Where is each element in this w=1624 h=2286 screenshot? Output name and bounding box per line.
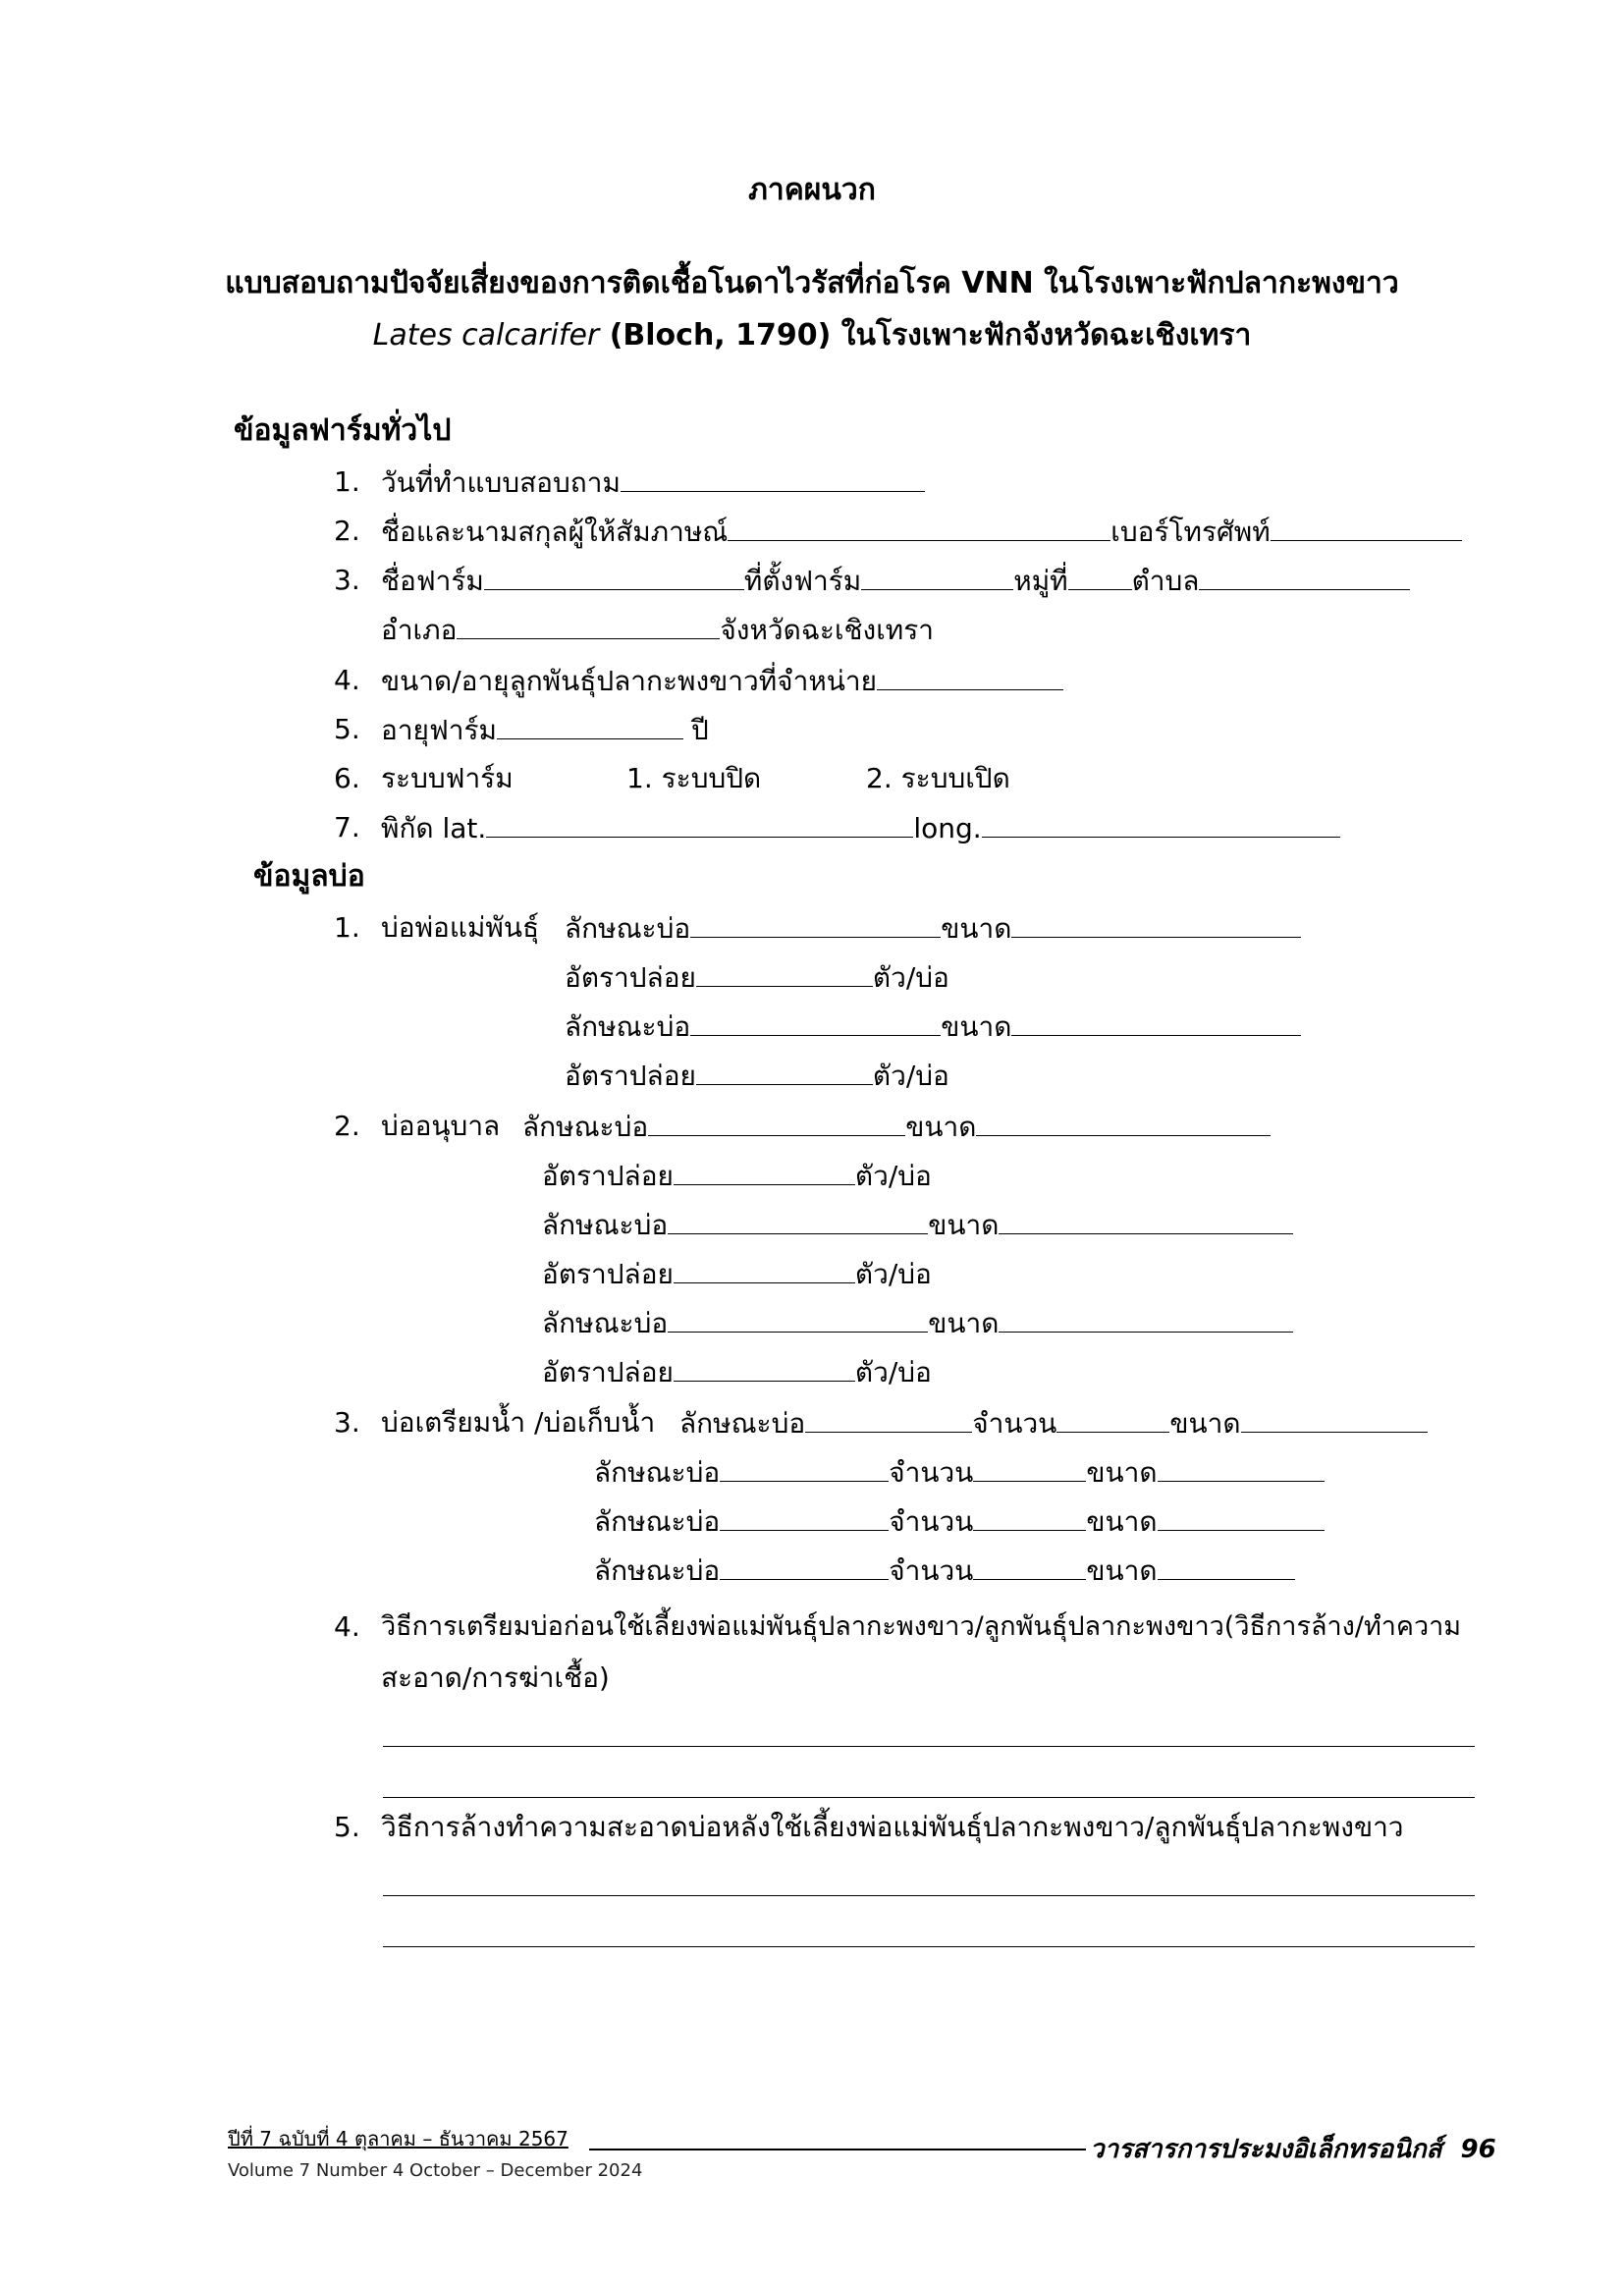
pond-char-field[interactable] bbox=[690, 911, 941, 938]
reservoir-row-2 bbox=[594, 1455, 1325, 1489]
subdistrict-label: ตำบล bbox=[1131, 565, 1200, 597]
pond-count-field[interactable] bbox=[1056, 1406, 1169, 1433]
stocking-rate-field[interactable] bbox=[674, 1257, 855, 1283]
province-text: จังหวัดฉะเชิงเทรา bbox=[720, 614, 934, 646]
farm-age-unit: ปี bbox=[691, 714, 709, 746]
stocking-rate-label: อัตราปล่อย bbox=[542, 1356, 674, 1388]
general-item-3b bbox=[381, 613, 934, 646]
nursery-row-6 bbox=[542, 1355, 932, 1388]
pond-size-field[interactable] bbox=[1158, 1455, 1325, 1482]
form-title-line2 bbox=[0, 312, 1624, 358]
stocking-rate-unit: ตัว/บ่อ bbox=[872, 961, 949, 994]
survey-date-label: วันที่ทำแบบสอบถาม bbox=[381, 466, 621, 499]
district-label: อำเภอ bbox=[381, 614, 458, 646]
pond-size-label: ขนาด bbox=[1086, 1456, 1158, 1489]
broodstock-row-1 bbox=[565, 911, 1301, 945]
stocking-rate-label: อัตราปล่อย bbox=[542, 1160, 674, 1192]
prep-method-question: วิธีการเตรียมบ่อก่อนใช้เลี้ยงพ่อแม่พันธุ์ปลากะพงขาว/ลูกพันธุ์ปลากะพงขาว(วิธีการล้าง/ทำความ bbox=[381, 1611, 1462, 1642]
pond-count-field[interactable] bbox=[973, 1553, 1086, 1580]
longitude-label: long. bbox=[913, 812, 982, 844]
general-item-3 bbox=[381, 564, 1410, 597]
prep-method-answer-line-2[interactable] bbox=[383, 1797, 1475, 1798]
pond-size-field[interactable] bbox=[1011, 911, 1301, 938]
pond-char-label: ลักษณะบ่อ bbox=[542, 1209, 669, 1241]
reservoir-row-1 bbox=[679, 1406, 1428, 1440]
general-item-7 bbox=[381, 811, 1340, 844]
form-title-line1: แบบสอบถามปัจจัยเสี่ยงของการติดเชื้อโนดาไวรัสที่ก่อโรค VNN ในโรงเพาะฟักปลากะพงขาว bbox=[225, 266, 1399, 300]
pond-count-label: จำนวน bbox=[972, 1407, 1057, 1440]
pond-count-label: จำนวน bbox=[889, 1505, 974, 1538]
interviewee-field[interactable] bbox=[728, 515, 1110, 541]
pond-item-1-num: 1. bbox=[334, 911, 360, 944]
footer-rule bbox=[589, 2149, 1086, 2150]
pond-size-label: ขนาด bbox=[905, 1111, 977, 1143]
prep-method-question-cont: สะอาด/การฆ่าเชื้อ) bbox=[381, 1661, 610, 1694]
farm-name-field[interactable] bbox=[484, 564, 744, 590]
species-name: Lates calcarifer bbox=[372, 318, 600, 353]
district-field[interactable] bbox=[457, 613, 720, 639]
pond-item-5-num: 5. bbox=[334, 1811, 360, 1843]
reservoir-row-4 bbox=[594, 1553, 1295, 1587]
pond-item-4-num: 4. bbox=[334, 1610, 360, 1643]
general-item-5-num: 5. bbox=[334, 713, 360, 745]
village-label: หมู่ที่ bbox=[1013, 565, 1068, 597]
stocking-rate-label: อัตราปล่อย bbox=[542, 1258, 674, 1290]
pond-size-field[interactable] bbox=[999, 1306, 1293, 1333]
nursery-row-2 bbox=[542, 1159, 932, 1192]
pond-item-2-num: 2. bbox=[334, 1110, 360, 1142]
pond-size-label: ขนาด bbox=[1086, 1505, 1158, 1538]
broodstock-row-4 bbox=[565, 1059, 949, 1092]
general-item-7-num: 7. bbox=[334, 811, 360, 844]
pond-size-label: ขนาด bbox=[941, 912, 1012, 945]
general-item-2 bbox=[381, 515, 1462, 548]
stocking-rate-label: อัตราปล่อย bbox=[565, 961, 696, 994]
form-title-line2-rest: (Bloch, 1790) ในโรงเพาะฟักจังหวัดฉะเชิงเทรา bbox=[599, 318, 1252, 353]
pond-char-field[interactable] bbox=[805, 1406, 972, 1433]
pond-char-label: ลักษณะบ่อ bbox=[594, 1554, 721, 1587]
phone-label: เบอร์โทรศัพท์ bbox=[1110, 516, 1271, 548]
nursery-row-4 bbox=[542, 1257, 932, 1290]
general-item-5 bbox=[381, 713, 709, 746]
page-number: 96 bbox=[1460, 2135, 1496, 2164]
pond-char-field[interactable] bbox=[668, 1208, 928, 1234]
appendix-title: ภาคผนวก bbox=[748, 173, 876, 207]
footer-issue-english: Volume 7 Number 4 October – December 2024 bbox=[228, 2160, 643, 2181]
general-item-6-num: 6. bbox=[334, 762, 360, 794]
pond-size-label: ขนาด bbox=[928, 1209, 1000, 1241]
stocking-rate-unit: ตัว/บ่อ bbox=[854, 1356, 932, 1388]
pond-count-label: จำนวน bbox=[889, 1456, 974, 1489]
pond-count-label: จำนวน bbox=[889, 1554, 974, 1587]
farm-system-label: ระบบฟาร์ม bbox=[381, 762, 514, 794]
pond-size-label: ขนาด bbox=[928, 1307, 1000, 1339]
general-item-1-num: 1. bbox=[334, 465, 360, 498]
reservoir-row-3 bbox=[594, 1504, 1325, 1538]
farm-location-field[interactable] bbox=[861, 564, 1013, 590]
pond-char-field[interactable] bbox=[720, 1553, 889, 1580]
subdistrict-field[interactable] bbox=[1199, 564, 1410, 590]
pond-size-field[interactable] bbox=[1158, 1553, 1295, 1580]
stocking-rate-unit: ตัว/บ่อ bbox=[854, 1160, 932, 1192]
pond-char-label: ลักษณะบ่อ bbox=[522, 1111, 649, 1143]
nursery-row-1 bbox=[522, 1110, 1271, 1143]
cleaning-method-question: วิธีการล้างทำความสะอาดบ่อหลังใช้เลี้ยงพ่อแม่พันธุ์ปลากะพงขาว/ลูกพันธุ์ปลากะพงขาว bbox=[381, 1811, 1404, 1843]
closed-system-option[interactable]: 1. ระบบปิด bbox=[626, 762, 762, 794]
pond-char-label: ลักษณะบ่อ bbox=[542, 1307, 669, 1339]
pond-size-field[interactable] bbox=[1158, 1504, 1325, 1531]
stocking-rate-field[interactable] bbox=[674, 1355, 855, 1382]
pond-item-3-num: 3. bbox=[334, 1406, 360, 1439]
pond-size-field[interactable] bbox=[1241, 1406, 1428, 1433]
nursery-label: บ่ออนุบาล bbox=[381, 1110, 501, 1142]
footer-issue-thai: ปีที่ 7 ฉบับที่ 4 ตุลาคม – ธันวาคม 2567 bbox=[228, 2127, 568, 2150]
broodstock-label: บ่อพ่อแม่พันธุ์ bbox=[381, 911, 540, 944]
fry-size-field[interactable] bbox=[877, 664, 1063, 690]
latitude-field[interactable] bbox=[486, 811, 913, 838]
pond-size-field[interactable] bbox=[999, 1208, 1293, 1234]
nursery-row-3 bbox=[542, 1208, 1293, 1241]
pond-count-field[interactable] bbox=[973, 1455, 1086, 1482]
general-item-1 bbox=[381, 465, 925, 499]
pond-char-label: ลักษณะบ่อ bbox=[594, 1456, 721, 1489]
general-item-3-num: 3. bbox=[334, 564, 360, 596]
journal-name: วารสารการประมงอิเล็กทรอนิกส์ bbox=[1090, 2135, 1442, 2164]
pond-char-label: ลักษณะบ่อ bbox=[679, 1407, 806, 1440]
broodstock-row-2 bbox=[565, 960, 949, 994]
cleaning-answer-line-2[interactable] bbox=[383, 1946, 1475, 1947]
pond-char-label: ลักษณะบ่อ bbox=[594, 1505, 721, 1538]
pond-size-label: ขนาด bbox=[1169, 1407, 1241, 1440]
stocking-rate-unit: ตัว/บ่อ bbox=[872, 1060, 949, 1092]
general-item-2-num: 2. bbox=[334, 515, 360, 547]
stocking-rate-field[interactable] bbox=[696, 1059, 873, 1085]
stocking-rate-field[interactable] bbox=[674, 1159, 855, 1185]
farm-name-label: ชื่อฟาร์ม bbox=[381, 565, 484, 597]
farm-location-label: ที่ตั้งฟาร์ม bbox=[743, 565, 862, 597]
footer-journal bbox=[1090, 2129, 1496, 2169]
fry-size-label: ขนาด/อายุลูกพันธุ์ปลากะพงขาวที่จำหน่าย bbox=[381, 665, 878, 697]
farm-age-field[interactable] bbox=[497, 713, 683, 739]
stocking-rate-unit: ตัว/บ่อ bbox=[854, 1258, 932, 1290]
stocking-rate-field[interactable] bbox=[696, 960, 873, 987]
general-item-4 bbox=[381, 664, 1063, 697]
longitude-field[interactable] bbox=[982, 811, 1340, 838]
interviewee-label: ชื่อและนามสกุลผู้ให้สัมภาษณ์ bbox=[381, 516, 729, 548]
reservoir-label: บ่อเตรียมน้ำ /บ่อเก็บน้ำ bbox=[381, 1406, 656, 1439]
general-heading: ข้อมูลฟาร์มทั่วไป bbox=[234, 413, 452, 448]
pond-char-field[interactable] bbox=[720, 1504, 889, 1531]
pond-count-field[interactable] bbox=[973, 1504, 1086, 1531]
prep-method-answer-line-1[interactable] bbox=[383, 1746, 1475, 1747]
pond-char-label: ลักษณะบ่อ bbox=[565, 1010, 691, 1043]
survey-date-field[interactable] bbox=[621, 465, 925, 492]
pond-char-field[interactable] bbox=[668, 1306, 928, 1333]
latitude-label: พิกัด lat. bbox=[381, 812, 487, 844]
pond-size-field[interactable] bbox=[976, 1110, 1271, 1136]
stocking-rate-label: อัตราปล่อย bbox=[565, 1060, 696, 1092]
pond-char-field[interactable] bbox=[720, 1455, 889, 1482]
farm-age-label: อายุฟาร์ม bbox=[381, 714, 497, 746]
pond-heading: ข้อมูลบ่อ bbox=[253, 859, 365, 894]
general-item-4-num: 4. bbox=[334, 664, 360, 696]
nursery-row-5 bbox=[542, 1306, 1293, 1339]
phone-field[interactable] bbox=[1271, 515, 1462, 541]
village-field[interactable] bbox=[1068, 564, 1132, 590]
pond-char-field[interactable] bbox=[648, 1110, 905, 1136]
pond-char-field[interactable] bbox=[690, 1009, 941, 1036]
open-system-option[interactable]: 2. ระบบเปิด bbox=[866, 762, 1010, 794]
broodstock-row-3 bbox=[565, 1009, 1301, 1043]
pond-size-label: ขนาด bbox=[1086, 1554, 1158, 1587]
cleaning-answer-line-1[interactable] bbox=[383, 1895, 1475, 1896]
pond-char-label: ลักษณะบ่อ bbox=[565, 912, 691, 945]
pond-size-label: ขนาด bbox=[941, 1010, 1012, 1043]
pond-size-field[interactable] bbox=[1011, 1009, 1301, 1036]
